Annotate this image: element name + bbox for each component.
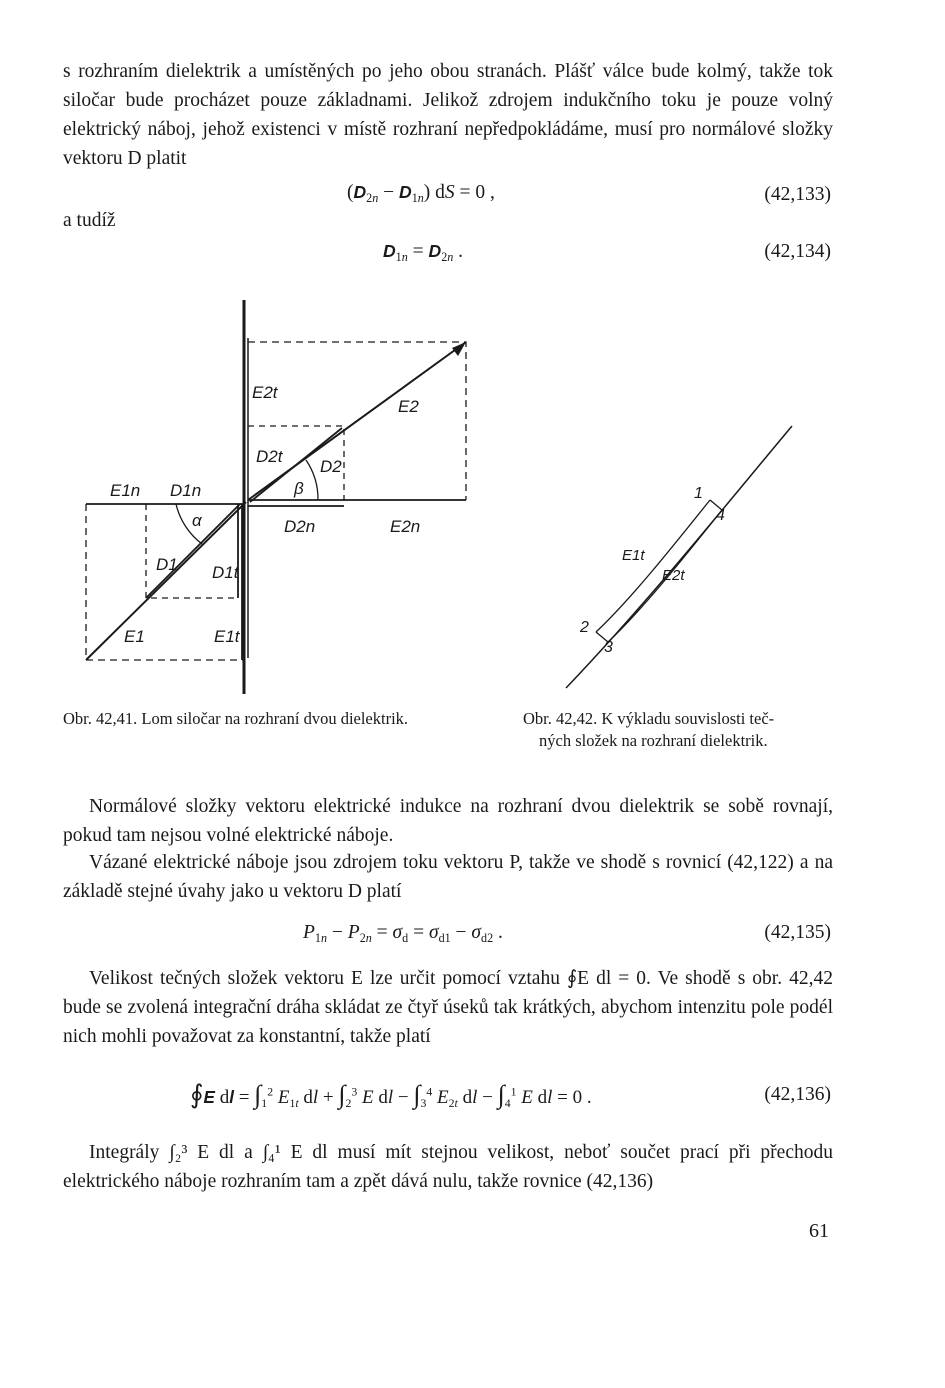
paragraph-normal-components: [63, 792, 833, 850]
equation-number-42-135: (42,135): [764, 922, 831, 943]
equation-42-136: ∮E dl = $\int_1^2$ $E_{1t}$ dl + $\int_2^3$ E dl − $\int_3^4$ $E_{2t}$ dl − $\int_4^1$ E dl = 0 .: [190, 1080, 592, 1111]
equation-number-42-134: (42,134): [764, 241, 831, 262]
caption-figure-42-42-line2: ných složek na rozhraní dielektrik.: [539, 731, 768, 750]
path-side-1: [596, 500, 710, 632]
equation-number-42-136: (42,136): [764, 1084, 831, 1105]
label-d1: D1: [156, 555, 178, 574]
label-1: 1: [694, 485, 703, 502]
label-2: 2: [580, 619, 589, 636]
paragraph-tangential-text: Velikost tečných složek vektoru E lze určit pomocí vztahu ∮E dl = 0. Ve shodě s obr. 42,42 bude se zvolená integrační dráha skládat ze čtyř úseků tak krátkých, abychom intenzitu pole podél nich mohli považovat za konstantní, takže platí: [63, 968, 833, 1047]
label-d2t: D2t: [256, 447, 283, 466]
caption-figure-42-42-line1: Obr. 42,42. K výkladu souvislosti teč-: [523, 709, 775, 728]
paragraph-bound-charges: [63, 848, 833, 906]
paragraph-normal-components-text: Normálové složky vektoru elektrické indukce na rozhraní dvou dielektrik se sobě rovnají, pokud tam nejsou volné elektrické náboje.: [63, 796, 833, 846]
e2-arrowhead: [452, 342, 466, 356]
label-d1n: D1n: [170, 481, 202, 500]
label-d1t: D1t: [212, 563, 239, 582]
label-e1: E1: [124, 627, 145, 646]
caption-figure-42-41: Obr. 42,41. Lom siločar na rozhraní dvou dielektrik.: [63, 709, 409, 728]
label-4: 4: [716, 507, 725, 524]
label-e1n: E1n: [110, 481, 141, 500]
label-e2t: E2t: [662, 567, 685, 584]
label-e1t: E1t: [622, 547, 645, 564]
equation-42-133: $(D_{2n} - D_{1n})$ dS = 0 ,: [347, 182, 495, 206]
label-alpha: α: [192, 511, 202, 530]
label-e2: E2: [398, 397, 419, 416]
page-number: 61: [809, 1220, 829, 1242]
equation-number-42-133: (42,133): [764, 184, 831, 205]
label-d2: D2: [320, 457, 342, 476]
label-3: 3: [604, 639, 613, 656]
equation-42-134: $D_{1n} = D_{2n}$ .: [383, 241, 464, 265]
label-e2t: E2t: [252, 383, 278, 402]
label-beta: β: [294, 479, 304, 498]
a-tudiz-label: a tudíž: [63, 210, 116, 231]
interface-curve: [566, 426, 792, 688]
paragraph-integrals: [63, 1138, 833, 1196]
equation-42-135: $P_{1n} - P_{2n} = \sigma_d = \sigma_{d1} - \sigma_{d2}$ .: [303, 922, 503, 946]
label-d2n: D2n: [284, 517, 316, 536]
label-e1t: E1t: [214, 627, 240, 646]
figure-42-41: [80, 298, 560, 698]
caption-figure-42-42: [523, 708, 823, 752]
paragraph-tangential: [63, 964, 833, 1051]
paragraph-bound-charges-text: Vázané elektrické náboje jsou zdrojem toku vektoru P, takže ve shodě s rovnicí (42,122) a na základě stejné úvahy jako u vektoru D platí: [63, 852, 833, 902]
label-e2n: E2n: [390, 517, 421, 536]
figure-42-42: [560, 420, 820, 700]
paragraph-intro-text: s rozhraním dielektrik a umístěných po jeho obou stranách. Plášť válce bude kolmý, takže tok siločar bude procházet pouze základnami. Jelikož zdrojem indukčního toku je pouze volný elektrický náboj, jehož existenci v místě rozhraní nepředpokládáme, musí pro normálové složky vektoru D platit: [63, 61, 833, 169]
paragraph-intro: [63, 57, 833, 173]
paragraph-integrals-text: Integrály ∫₂³ E dl a ∫₄¹ E dl musí mít stejnou velikost, neboť součet prací při přechodu elektrického náboje rozhraním tam a zpět dává nulu, takže rovnice (42,136): [63, 1142, 833, 1192]
beta-arc: [306, 460, 318, 500]
